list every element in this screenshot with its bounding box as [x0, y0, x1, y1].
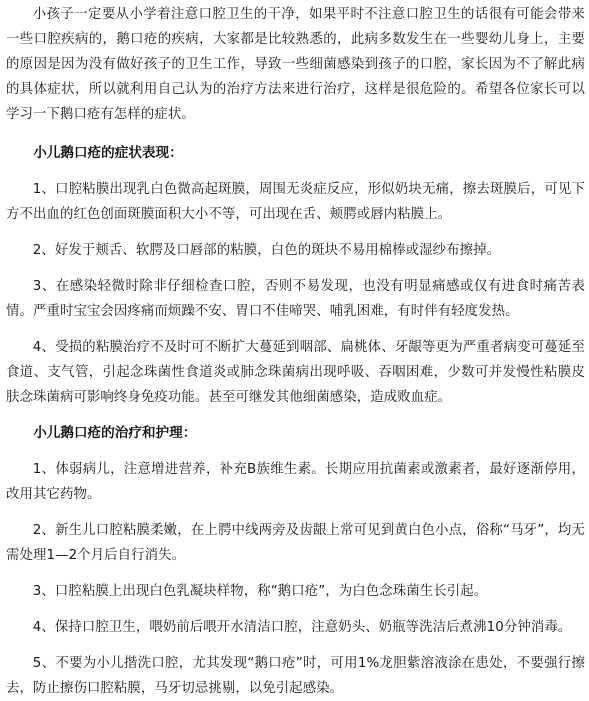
intro-paragraph: 小孩子一定要从小学着注意口腔卫生的干净，如果平时不注意口腔卫生的话很有可能会带来一些口腔疾病的，鹅口疮的疾病，大家都是比较熟悉的，此病多数发生在一些婴幼儿身上，主要的原因是因为没有做好孩子的卫生工作，导致一些细菌感染到孩子的口腔，家长因为不了解此病的具体症状，所以就利用自己认为的治疗方法来进行治疗，这样是很危险的。希望各位家长可以学习一下鹅口疮有怎样的症状。	[6, 7, 585, 122]
treatment-item-5: 5、不要为小儿揩洗口腔，尤其发现“鹅口疮”时，可用1%龙胆紫溶液涂在患处，不要强行擦去，防止擦伤口腔粘膜，马牙切忌挑剔，以免引起感染。	[6, 656, 585, 696]
symptom-item-2: 2、好发于颊舌、软腭及口唇部的粘膜，白色的斑块不易用棉棒或湿纱布擦掉。	[32, 243, 501, 258]
treatment-item-1: 1、体弱病儿，注意增进营养，补充B族维生素。长期应用抗菌素或激素者，最好逐渐停用，改用其它药物。	[6, 462, 585, 502]
treatment-item-2: 2、新生儿口腔粘膜柔嫩，在上腭中线两旁及齿龈上常可见到黄白色小点，俗称“马牙”，均无需处理1—2个月后自行消失。	[6, 523, 585, 563]
treatment-item-4: 4、保持口腔卫生，喂奶前后喂开水清洁口腔，注意奶头、奶瓶等洗洁后煮沸10分钟消毒。	[32, 620, 572, 635]
treatment-heading: 小儿鹅口疮的治疗和护理：	[33, 425, 197, 441]
symptom-item-3: 3、在感染轻微时除非仔细检查口腔，否则不易发现，也没有明显痛感或仅有进食时痛苦表情。严重时宝宝会因疼痛而烦躁不安、胃口不佳啼哭、哺乳困难，有时伴有轻度发热。	[6, 279, 585, 319]
treatment-item-3: 3、口腔粘膜上出现白色乳凝块样物，称“鹅口疮”，为白色念珠菌生长引起。	[32, 584, 488, 599]
symptom-item-1: 1、口腔粘膜出现乳白色微高起斑膜，周围无炎症反应，形似奶块无痛，擦去斑膜后，可见下方不出血的红色创面斑膜面积大小不等，可出现在舌、颊腭或唇内粘膜上。	[6, 182, 585, 222]
symptom-item-4: 4、受损的粘膜治疗不及时可不断扩大蔓延到咽部、扁桃体、牙龈等更为严重者病变可蔓延至食道、支气管，引起念珠菌性食道炎或肺念珠菌病出现呼吸、吞咽困难，少数可并发慢性粘膜皮肤念珠菌病可影响终身免疫功能。甚至可继发其他细菌感染，造成败血症。	[6, 340, 585, 405]
symptoms-heading: 小儿鹅口疮的症状表现：	[33, 145, 183, 161]
